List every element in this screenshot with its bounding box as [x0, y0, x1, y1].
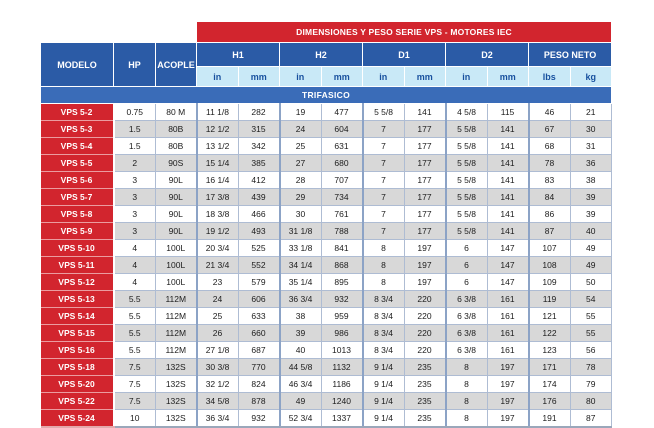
table-row — [41, 138, 612, 155]
value-cell: 315 — [238, 121, 280, 138]
value-cell: 44 5/8 — [280, 359, 322, 376]
unit-d2-in: in — [446, 67, 488, 87]
value-cell: 5 5/8 — [446, 189, 488, 206]
value-cell: 6 3/8 — [446, 342, 488, 359]
value-cell: 197 — [404, 240, 446, 257]
value-cell: 147 — [487, 274, 529, 291]
value-cell: 13 1/2 — [197, 138, 239, 155]
group-header-row — [41, 43, 612, 67]
value-cell: 19 1/2 — [197, 223, 239, 240]
value-cell: 6 — [446, 274, 488, 291]
value-cell: 525 — [238, 240, 280, 257]
value-cell: 100L — [156, 257, 197, 274]
value-cell: 606 — [238, 291, 280, 308]
value-cell: 8 — [446, 376, 488, 393]
value-cell: 30 — [570, 121, 612, 138]
value-cell: 7 — [363, 206, 405, 223]
table-row — [41, 206, 612, 223]
value-cell: 52 3/4 — [280, 410, 322, 428]
value-cell: 4 — [114, 257, 156, 274]
model-cell: VPS 5-2 — [41, 104, 114, 121]
value-cell: 90L — [156, 223, 197, 240]
table-row — [41, 359, 612, 376]
value-cell: 932 — [238, 410, 280, 428]
value-cell: 788 — [321, 223, 363, 240]
value-cell: 141 — [487, 138, 529, 155]
unit-h2-mm: mm — [321, 67, 363, 87]
table-row — [41, 274, 612, 291]
value-cell: 90S — [156, 155, 197, 172]
value-cell: 4 — [114, 274, 156, 291]
value-cell: 35 1/4 — [280, 274, 322, 291]
value-cell: 115 — [487, 104, 529, 121]
value-cell: 25 — [197, 308, 239, 325]
value-cell: 78 — [570, 359, 612, 376]
model-cell: VPS 5-8 — [41, 206, 114, 223]
value-cell: 177 — [404, 155, 446, 172]
value-cell: 3 — [114, 172, 156, 189]
value-cell: 8 — [363, 257, 405, 274]
value-cell: 1.5 — [114, 121, 156, 138]
value-cell: 197 — [487, 376, 529, 393]
model-cell: VPS 5-6 — [41, 172, 114, 189]
value-cell: 141 — [487, 172, 529, 189]
value-cell: 8 — [446, 393, 488, 410]
value-cell: 0.75 — [114, 104, 156, 121]
col-header-acople: ACOPLE — [156, 43, 197, 87]
value-cell: 12 1/2 — [197, 121, 239, 138]
value-cell: 84 — [529, 189, 571, 206]
value-cell: 235 — [404, 359, 446, 376]
unit-peso-kg: kg — [570, 67, 612, 87]
value-cell: 30 3/8 — [197, 359, 239, 376]
value-cell: 49 — [570, 240, 612, 257]
value-cell: 5 5/8 — [446, 155, 488, 172]
value-cell: 5.5 — [114, 325, 156, 342]
value-cell: 5 5/8 — [446, 138, 488, 155]
table-row — [41, 172, 612, 189]
value-cell: 19 — [280, 104, 322, 121]
value-cell: 1186 — [321, 376, 363, 393]
value-cell: 36 3/4 — [197, 410, 239, 428]
value-cell: 6 — [446, 240, 488, 257]
value-cell: 46 3/4 — [280, 376, 322, 393]
value-cell: 3 — [114, 189, 156, 206]
value-cell: 87 — [529, 223, 571, 240]
value-cell: 80 — [570, 393, 612, 410]
value-cell: 8 3/4 — [363, 325, 405, 342]
value-cell: 687 — [238, 342, 280, 359]
table-row — [41, 257, 612, 274]
value-cell: 30 — [280, 206, 322, 223]
value-cell: 32 1/2 — [197, 376, 239, 393]
value-cell: 9 1/4 — [363, 359, 405, 376]
value-cell: 6 3/8 — [446, 325, 488, 342]
table-row — [41, 121, 612, 138]
value-cell: 141 — [487, 155, 529, 172]
value-cell: 141 — [404, 104, 446, 121]
table-body — [41, 104, 612, 428]
value-cell: 5 5/8 — [446, 172, 488, 189]
value-cell: 112M — [156, 291, 197, 308]
value-cell: 39 — [570, 206, 612, 223]
model-cell: VPS 5-14 — [41, 308, 114, 325]
value-cell: 7 — [363, 223, 405, 240]
value-cell: 177 — [404, 189, 446, 206]
value-cell: 21 — [570, 104, 612, 121]
value-cell: 78 — [529, 155, 571, 172]
value-cell: 46 — [529, 104, 571, 121]
value-cell: 80B — [156, 121, 197, 138]
table-row — [41, 223, 612, 240]
value-cell: 8 — [446, 359, 488, 376]
value-cell: 3 — [114, 223, 156, 240]
value-cell: 161 — [487, 291, 529, 308]
value-cell: 8 3/4 — [363, 308, 405, 325]
value-cell: 16 1/4 — [197, 172, 239, 189]
value-cell: 31 1/8 — [280, 223, 322, 240]
value-cell: 493 — [238, 223, 280, 240]
value-cell: 80 M — [156, 104, 197, 121]
unit-peso-lbs: lbs — [529, 67, 571, 87]
value-cell: 841 — [321, 240, 363, 257]
value-cell: 4 5/8 — [446, 104, 488, 121]
corner-spacer — [41, 22, 197, 43]
table-row — [41, 189, 612, 206]
value-cell: 109 — [529, 274, 571, 291]
value-cell: 191 — [529, 410, 571, 428]
value-cell: 770 — [238, 359, 280, 376]
col-header-hp: HP — [114, 43, 156, 87]
col-group-d2: D2 — [446, 43, 529, 67]
value-cell: 132S — [156, 393, 197, 410]
value-cell: 177 — [404, 121, 446, 138]
model-cell: VPS 5-12 — [41, 274, 114, 291]
banner-row — [41, 22, 612, 43]
value-cell: 5.5 — [114, 342, 156, 359]
value-cell: 8 — [363, 240, 405, 257]
value-cell: 7.5 — [114, 376, 156, 393]
value-cell: 177 — [404, 206, 446, 223]
value-cell: 631 — [321, 138, 363, 155]
value-cell: 5.5 — [114, 308, 156, 325]
value-cell: 36 — [570, 155, 612, 172]
col-group-peso-neto: PESO NETO — [529, 43, 612, 67]
value-cell: 7 — [363, 121, 405, 138]
value-cell: 7 — [363, 189, 405, 206]
value-cell: 26 — [197, 325, 239, 342]
unit-h1-in: in — [197, 67, 239, 87]
value-cell: 7 — [363, 138, 405, 155]
value-cell: 38 — [280, 308, 322, 325]
col-group-d1: D1 — [363, 43, 446, 67]
value-cell: 11 1/8 — [197, 104, 239, 121]
value-cell: 39 — [570, 189, 612, 206]
table-row — [41, 410, 612, 428]
table-row — [41, 308, 612, 325]
value-cell: 36 3/4 — [280, 291, 322, 308]
model-cell: VPS 5-24 — [41, 410, 114, 428]
value-cell: 824 — [238, 376, 280, 393]
value-cell: 8 3/4 — [363, 291, 405, 308]
value-cell: 29 — [280, 189, 322, 206]
value-cell: 579 — [238, 274, 280, 291]
value-cell: 56 — [570, 342, 612, 359]
value-cell: 6 — [446, 257, 488, 274]
value-cell: 197 — [487, 393, 529, 410]
section-row — [41, 87, 612, 104]
model-cell: VPS 5-15 — [41, 325, 114, 342]
value-cell: 141 — [487, 223, 529, 240]
value-cell: 282 — [238, 104, 280, 121]
value-cell: 680 — [321, 155, 363, 172]
value-cell: 1337 — [321, 410, 363, 428]
value-cell: 177 — [404, 138, 446, 155]
value-cell: 112M — [156, 325, 197, 342]
value-cell: 8 — [363, 274, 405, 291]
table-row — [41, 240, 612, 257]
value-cell: 878 — [238, 393, 280, 410]
model-cell: VPS 5-9 — [41, 223, 114, 240]
table-title-banner: DIMENSIONES Y PESO SERIE VPS - MOTORES IEC — [197, 22, 612, 43]
value-cell: 90L — [156, 172, 197, 189]
value-cell: 27 — [280, 155, 322, 172]
model-cell: VPS 5-20 — [41, 376, 114, 393]
model-cell: VPS 5-4 — [41, 138, 114, 155]
value-cell: 197 — [404, 274, 446, 291]
value-cell: 108 — [529, 257, 571, 274]
value-cell: 932 — [321, 291, 363, 308]
unit-h2-in: in — [280, 67, 322, 87]
value-cell: 132S — [156, 359, 197, 376]
model-cell: VPS 5-22 — [41, 393, 114, 410]
value-cell: 176 — [529, 393, 571, 410]
value-cell: 34 1/4 — [280, 257, 322, 274]
table-row — [41, 342, 612, 359]
value-cell: 2 — [114, 155, 156, 172]
value-cell: 161 — [487, 308, 529, 325]
value-cell: 21 3/4 — [197, 257, 239, 274]
value-cell: 40 — [280, 342, 322, 359]
value-cell: 5 5/8 — [446, 206, 488, 223]
value-cell: 27 1/8 — [197, 342, 239, 359]
value-cell: 31 — [570, 138, 612, 155]
table-row — [41, 155, 612, 172]
col-group-h1: H1 — [197, 43, 280, 67]
value-cell: 6 3/8 — [446, 308, 488, 325]
value-cell: 4 — [114, 240, 156, 257]
model-cell: VPS 5-18 — [41, 359, 114, 376]
value-cell: 50 — [570, 274, 612, 291]
value-cell: 20 3/4 — [197, 240, 239, 257]
value-cell: 5 5/8 — [363, 104, 405, 121]
value-cell: 122 — [529, 325, 571, 342]
value-cell: 7.5 — [114, 359, 156, 376]
value-cell: 5 5/8 — [446, 223, 488, 240]
value-cell: 552 — [238, 257, 280, 274]
value-cell: 90L — [156, 189, 197, 206]
value-cell: 33 1/8 — [280, 240, 322, 257]
value-cell: 39 — [280, 325, 322, 342]
value-cell: 1132 — [321, 359, 363, 376]
value-cell: 707 — [321, 172, 363, 189]
value-cell: 1.5 — [114, 138, 156, 155]
value-cell: 112M — [156, 342, 197, 359]
unit-d1-mm: mm — [404, 67, 446, 87]
value-cell: 123 — [529, 342, 571, 359]
value-cell: 868 — [321, 257, 363, 274]
value-cell: 141 — [487, 121, 529, 138]
value-cell: 895 — [321, 274, 363, 291]
value-cell: 220 — [404, 342, 446, 359]
value-cell: 15 1/4 — [197, 155, 239, 172]
value-cell: 86 — [529, 206, 571, 223]
table-row — [41, 291, 612, 308]
value-cell: 23 — [197, 274, 239, 291]
value-cell: 8 — [446, 410, 488, 428]
value-cell: 28 — [280, 172, 322, 189]
value-cell: 1013 — [321, 342, 363, 359]
unit-d2-mm: mm — [487, 67, 529, 87]
value-cell: 100L — [156, 240, 197, 257]
value-cell: 1240 — [321, 393, 363, 410]
value-cell: 174 — [529, 376, 571, 393]
value-cell: 412 — [238, 172, 280, 189]
value-cell: 100L — [156, 274, 197, 291]
model-cell: VPS 5-13 — [41, 291, 114, 308]
value-cell: 466 — [238, 206, 280, 223]
model-cell: VPS 5-7 — [41, 189, 114, 206]
value-cell: 40 — [570, 223, 612, 240]
value-cell: 660 — [238, 325, 280, 342]
value-cell: 8 3/4 — [363, 342, 405, 359]
value-cell: 3 — [114, 206, 156, 223]
value-cell: 385 — [238, 155, 280, 172]
value-cell: 177 — [404, 172, 446, 189]
col-header-modelo: MODELO — [41, 43, 114, 87]
value-cell: 9 1/4 — [363, 376, 405, 393]
value-cell: 87 — [570, 410, 612, 428]
value-cell: 112M — [156, 308, 197, 325]
value-cell: 235 — [404, 393, 446, 410]
value-cell: 119 — [529, 291, 571, 308]
value-cell: 80B — [156, 138, 197, 155]
value-cell: 5.5 — [114, 291, 156, 308]
value-cell: 141 — [487, 206, 529, 223]
value-cell: 141 — [487, 189, 529, 206]
value-cell: 342 — [238, 138, 280, 155]
value-cell: 197 — [487, 359, 529, 376]
table-row — [41, 393, 612, 410]
value-cell: 55 — [570, 325, 612, 342]
value-cell: 121 — [529, 308, 571, 325]
value-cell: 90L — [156, 206, 197, 223]
value-cell: 604 — [321, 121, 363, 138]
value-cell: 477 — [321, 104, 363, 121]
value-cell: 132S — [156, 376, 197, 393]
value-cell: 220 — [404, 291, 446, 308]
value-cell: 171 — [529, 359, 571, 376]
table-row — [41, 104, 612, 121]
value-cell: 67 — [529, 121, 571, 138]
value-cell: 55 — [570, 308, 612, 325]
value-cell: 54 — [570, 291, 612, 308]
value-cell: 132S — [156, 410, 197, 428]
value-cell: 7 — [363, 172, 405, 189]
value-cell: 147 — [487, 240, 529, 257]
value-cell: 161 — [487, 325, 529, 342]
table-row — [41, 376, 612, 393]
model-cell: VPS 5-11 — [41, 257, 114, 274]
value-cell: 24 — [280, 121, 322, 138]
value-cell: 49 — [280, 393, 322, 410]
section-band-trifasico: TRIFASICO — [41, 87, 612, 104]
value-cell: 220 — [404, 325, 446, 342]
value-cell: 6 3/8 — [446, 291, 488, 308]
value-cell: 959 — [321, 308, 363, 325]
value-cell: 7.5 — [114, 393, 156, 410]
value-cell: 197 — [487, 410, 529, 428]
value-cell: 439 — [238, 189, 280, 206]
value-cell: 761 — [321, 206, 363, 223]
value-cell: 9 1/4 — [363, 410, 405, 428]
value-cell: 235 — [404, 376, 446, 393]
value-cell: 147 — [487, 257, 529, 274]
value-cell: 17 3/8 — [197, 189, 239, 206]
unit-h1-mm: mm — [238, 67, 280, 87]
value-cell: 24 — [197, 291, 239, 308]
value-cell: 79 — [570, 376, 612, 393]
model-cell: VPS 5-16 — [41, 342, 114, 359]
value-cell: 7 — [363, 155, 405, 172]
value-cell: 68 — [529, 138, 571, 155]
value-cell: 633 — [238, 308, 280, 325]
model-cell: VPS 5-5 — [41, 155, 114, 172]
value-cell: 197 — [404, 257, 446, 274]
unit-d1-in: in — [363, 67, 405, 87]
dimensions-table — [40, 21, 612, 428]
value-cell: 5 5/8 — [446, 121, 488, 138]
value-cell: 83 — [529, 172, 571, 189]
value-cell: 10 — [114, 410, 156, 428]
value-cell: 34 5/8 — [197, 393, 239, 410]
model-cell: VPS 5-10 — [41, 240, 114, 257]
value-cell: 220 — [404, 308, 446, 325]
model-cell: VPS 5-3 — [41, 121, 114, 138]
value-cell: 38 — [570, 172, 612, 189]
value-cell: 161 — [487, 342, 529, 359]
table-row — [41, 325, 612, 342]
value-cell: 107 — [529, 240, 571, 257]
value-cell: 734 — [321, 189, 363, 206]
value-cell: 9 1/4 — [363, 393, 405, 410]
col-group-h2: H2 — [280, 43, 363, 67]
value-cell: 49 — [570, 257, 612, 274]
value-cell: 235 — [404, 410, 446, 428]
value-cell: 18 3/8 — [197, 206, 239, 223]
value-cell: 986 — [321, 325, 363, 342]
value-cell: 25 — [280, 138, 322, 155]
value-cell: 177 — [404, 223, 446, 240]
